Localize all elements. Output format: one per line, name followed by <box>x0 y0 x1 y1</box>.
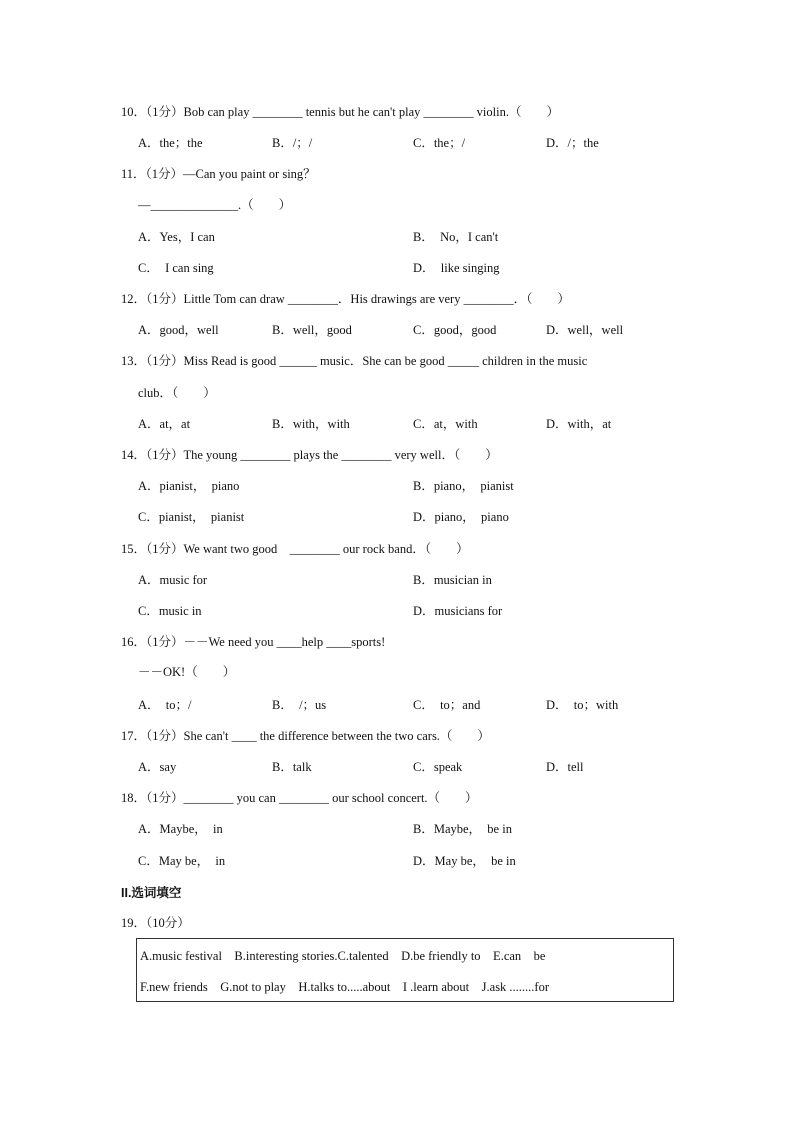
question-18-option-c: C．May be， in <box>138 854 226 868</box>
question-12-stem: 12．（1分）Little Tom can draw ________．His drawings are very ________．（ ） <box>121 292 570 306</box>
word-bank-box <box>136 938 674 1002</box>
question-12-option-c: C．good，good <box>413 323 497 337</box>
question-13-stem-2: club．（ ） <box>138 386 216 400</box>
question-14-option-b: B．piano， pianist <box>413 479 514 493</box>
question-15-option-b: B．musician in <box>413 573 492 587</box>
question-15-option-d: D．musicians for <box>413 604 503 618</box>
question-13-stem: 13．（1分）Miss Read is good ______ music．She can be good _____ children in the music <box>121 354 588 368</box>
question-13-option-a: A．at，at <box>138 417 191 431</box>
question-16-option-b: B． /；us <box>272 698 327 712</box>
word-bank-row-2: F.new friends G.not to play H.talks to.....about I .learn about J.ask ........for <box>140 980 550 994</box>
question-17-option-c: C．speak <box>413 760 463 774</box>
question-16-option-d: D． to；with <box>546 698 619 712</box>
question-12-option-d: D．well，well <box>546 323 624 337</box>
question-15-stem: 15．（1分）We want two good ________ our rock band．（ ） <box>121 542 469 556</box>
question-10-stem: 10．（1分）Bob can play ________ tennis but he can't play ________ violin.（ ） <box>121 105 559 119</box>
question-18-option-d: D．May be， be in <box>413 854 516 868</box>
question-14-stem: 14．（1分）The young ________ plays the ________ very well．（ ） <box>121 448 498 462</box>
question-13-option-c: C．at，with <box>413 417 478 431</box>
question-17-option-d: D．tell <box>546 760 584 774</box>
question-11-option-b: B． No，I can't <box>413 230 499 244</box>
question-13-option-b: B．with，with <box>272 417 350 431</box>
question-18-stem: 18．（1分）________ you can ________ our school concert.（ ） <box>121 791 478 805</box>
question-10-option-a: A．the；the <box>138 136 203 150</box>
question-18-option-b: B．Maybe， be in <box>413 822 512 836</box>
word-bank-row-1: A.music festival B.interesting stories.C.talented D.be friendly to E.can be <box>140 949 546 963</box>
question-16-stem: 16．（1分）－－We need you ____help ____sports! <box>121 635 386 649</box>
question-11-option-c: C． I can sing <box>138 261 214 275</box>
question-11-option-a: A．Yes，I can <box>138 230 215 244</box>
section-title: II.选词填空 <box>121 886 182 900</box>
question-10-option-c: C．the；/ <box>413 136 466 150</box>
question-14-option-a: A．pianist， piano <box>138 479 240 493</box>
question-12-option-a: A．good，well <box>138 323 219 337</box>
question-10-option-d: D．/；the <box>546 136 599 150</box>
question-17-option-a: A．say <box>138 760 177 774</box>
question-18-option-a: A．Maybe， in <box>138 822 223 836</box>
question-16-stem-2: －－OK!（ ） <box>138 665 236 679</box>
question-15-option-c: C．music in <box>138 604 202 618</box>
question-13-option-d: D．with，at <box>546 417 612 431</box>
question-10-option-b: B．/；/ <box>272 136 313 150</box>
question-17-stem: 17．（1分）She can't ____ the difference between the two cars.（ ） <box>121 729 490 743</box>
question-12-option-b: B．well，good <box>272 323 352 337</box>
question-14-option-d: D．piano， piano <box>413 510 509 524</box>
question-16-option-a: A． to；/ <box>138 698 192 712</box>
question-14-option-c: C．pianist， pianist <box>138 510 245 524</box>
question-11-stem: 11．（1分）—Can you paint or sing？ <box>121 167 316 181</box>
question-17-option-b: B．talk <box>272 760 312 774</box>
question-11-option-d: D． like singing <box>413 261 500 275</box>
question-15-option-a: A．music for <box>138 573 208 587</box>
question-16-option-c: C． to；and <box>413 698 481 712</box>
question-19-stem: 19．（10分） <box>121 916 190 930</box>
question-11-stem-2: —______________.（ ） <box>138 198 292 212</box>
